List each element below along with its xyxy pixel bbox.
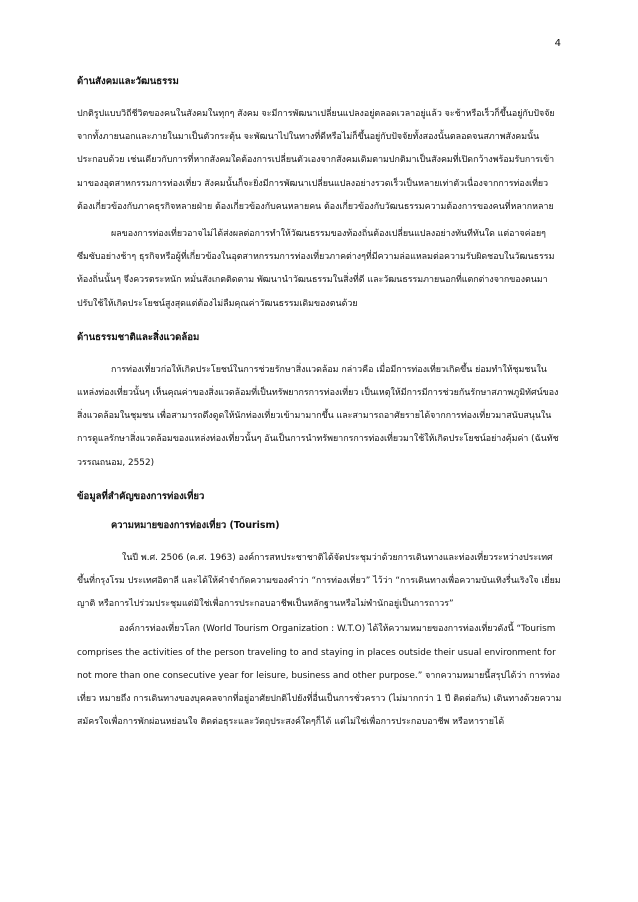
tourism-info-heading: ข้อมูลที่สำคัญของการท่องเที่ยว (77, 490, 205, 502)
social-paragraph-2: ผลของการท่องเที่ยวอาจไม่ได้ส่งผลต่อการทำให้วัฒนธรรมของท้องถิ่นต้องเปลี่ยนแปลงอย่างทันทีทันใด แต่อาจค่อยๆ ซึมซับอย่างช้าๆ ธุรกิจหรือผู้ที่เกี่ยวข้องในอุตสาหกรรมการท่องเที่ยวภาคต่างๆที่มีความล่อแหลมต่อความรับผิดชอบในวัฒนธรรมท้องถิ่นนั้นๆ จึงควรตระหนัก หมั่นสังเกตติดตาม พัฒนานำวัฒนธรรมในสิ่งที่ดี และวัฒนธรรมภายนอกที่แตกต่างจากของตนมาปรับใช้ให้เกิดประโยชน์สูงสุดแต่ต้องไม่ลืมคุณค่าวัฒนธรรมเดิมของตนด้วย (77, 229, 555, 309)
social-paragraph-1: ปกติรูปแบบวิถีชีวิตของคนในสังคมในทุกๆ สังคม จะมีการพัฒนาเปลี่ยนแปลงอยู่ตลอดเวลาอยู่แล้ว จะช้าหรือเร็วก็ขึ้นอยู่กับปัจจัยจากทั้งภายนอกและภายในมาเป็นตัวกระตุ้น จะพัฒนาไปในทางที่ดีหรือไม่ก็ขึ้นอยู่กับปัจจัยทั้งสองนั้นตลอดจนสภาพสังคมนั้นประกอบด้วย เช่นเดียวกับการที่หากสังคมใดต้องการเปลี่ยนตัวเองจากสังคมเดิมตามปกติมาเป็นสังคมที่เปิดกว้างพร้อมรับการเข้ามาของอุตสาหกรรมการท่องเที่ยว สังคมนั้นก็จะยิ่งมีการพัฒนาเปลี่ยนแปลงอย่างรวดเร็วเป็นหลายเท่าตัวเนื่องจากการท่องเที่ยวต้องเกี่ยวข้องกับภาคธุรกิจหลายฝ่าย ต้องเกี่ยวข้องกับคนหลายคน ต้องเกี่ยวข้องกับวัฒนธรรมความต้องการของคนที่หลากหลาย (77, 109, 555, 212)
tourism-meaning-subheading: ความหมายของการท่องเที่ยว (Tourism) (111, 519, 280, 531)
page-number: 4 (554, 38, 561, 49)
environment-paragraph: การท่องเที่ยวก่อให้เกิดประโยชน์ในการช่วยรักษาสิ่งแวดล้อม กล่าวคือ เมื่อมีการท่องเที่ยวเกิดขึ้น ย่อมทำให้ชุมชนในแหล่งท่องเที่ยวนั้นๆ เห็นคุณค่าของสิ่งแวดล้อมที่เป็นทรัพยากรการท่องเที่ยว เป็นเหตุให้มีการมีการช่วยกันรักษาสภาพภูมิทัศน์ของสิ่งแวดล้อมในชุมชน เพื่อสามารถดึงดูดให้นักท่องเที่ยวเข้ามามากขึ้น และสามารถอาศัยรายได้จากการท่องเที่ยวมาสนับสนุนในการดูแลรักษาสิ่งแวดล้อมของแหล่งท่องเที่ยวนั้นๆ อันเป็นการนำทรัพยากรการท่องเที่ยวมาใช้ให้เกิดประโยชน์อย่างคุ้มค่า (ฉันทัช วรรณถนอม, 2552) (77, 364, 559, 468)
environment-heading: ด้านธรรมชาติและสิ่งแวดล้อม (77, 331, 200, 343)
tourism-meaning-paragraph-1: ในปี พ.ศ. 2506 (ค.ศ. 1963) องค์การสหประชาชาติได้จัดประชุมว่าด้วยการเดินทางและท่องเที่ยวระหว่างประเทศขึ้นที่กรุงโรม ประเทศอิตาลี และได้ให้คำจำกัดความของคำว่า “การท่องเที่ยว” ไว้ว่า “การเดินทางเพื่อความบันเทิงรื่นเริงใจ เยี่ยมญาติ หรือการไปร่วมประชุมแต่มิใช่เพื่อการประกอบอาชีพเป็นหลักฐานหรือไม่พำนักอยู่เป็นการถาวร” (77, 552, 561, 610)
document-body (77, 74, 563, 738)
social-culture-heading: ด้านสังคมและวัฒนธรรม (77, 76, 179, 87)
tourism-meaning-paragraph-2: องค์การท่องเที่ยวโลก (World Tourism Organization : W.T.O) ได้ให้ความหมายของการท่องเที่ยวดังนี้ “Tourism comprises the activities of the person traveling to and staying in places outside their usual environment for not more than one consecutive year for leisure, business and other purpose.” จากความหมายนี้สรุปได้ว่า การท่องเที่ยว หมายถึง การเดินทางของบุคคลจากที่อยู่อาศัยปกติไปยังที่อื่นเป็นการชั่วคราว (ไม่มากกว่า 1 ปี ติดต่อกัน) เดินทางด้วยความสมัครใจเพื่อการพักผ่อนหย่อนใจ ติดต่อธุระและวัตถุประสงค์ใดๆก็ได้ แต่ไม่ใช่เพื่อการประกอบอาชีพ หรือหารายได้ (77, 624, 562, 728)
